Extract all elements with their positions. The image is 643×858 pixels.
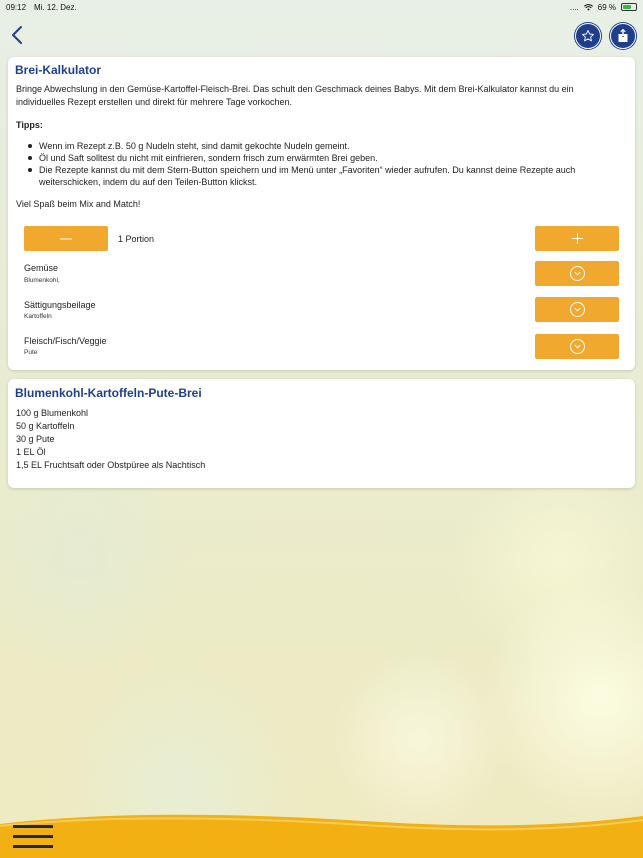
menu-button[interactable] bbox=[13, 825, 53, 849]
tips-heading: Tipps: bbox=[16, 120, 43, 130]
status-date: Mi. 12. Dez. bbox=[34, 2, 77, 12]
calculator-title: Brei-Kalkulator bbox=[15, 63, 102, 77]
side-dish-label: Sättigungsbeilage bbox=[24, 300, 96, 310]
back-button[interactable] bbox=[8, 24, 26, 46]
menu-icon bbox=[13, 845, 53, 848]
favorite-button[interactable] bbox=[575, 23, 601, 49]
signal-indicator: .... bbox=[569, 2, 579, 12]
tips-list bbox=[28, 140, 618, 188]
tip-item: Öl und Saft solltest du nicht mit einfrieren, sondern frisch zum erwärmten Brei geben. bbox=[28, 152, 618, 164]
tip-item: Wenn im Rezept z.B. 50 g Nudeln steht, sind damit gekochte Nudeln gemeint. bbox=[28, 140, 618, 152]
calculator-card bbox=[8, 57, 635, 370]
status-time: 09:12 bbox=[6, 2, 27, 12]
protein-value: Pute bbox=[24, 349, 38, 356]
chevron-down-icon bbox=[570, 302, 585, 317]
ingredient-item: 30 g Pute bbox=[16, 434, 55, 444]
recipe-title: Blumenkohl-Kartoffeln-Pute-Brei bbox=[15, 386, 202, 400]
protein-dropdown-button[interactable] bbox=[535, 334, 619, 359]
wifi-icon bbox=[584, 4, 593, 11]
menu-icon bbox=[13, 835, 53, 838]
recipe-card bbox=[8, 379, 635, 488]
portion-count: 1 Portion bbox=[118, 234, 155, 244]
battery-icon bbox=[621, 3, 637, 11]
chevron-down-icon bbox=[570, 266, 585, 281]
ingredient-item: 1,5 EL Fruchtsaft oder Obstpüree als Nachtisch bbox=[16, 460, 206, 470]
side-dish-value: Kartoffeln bbox=[24, 313, 52, 320]
tip-item: Die Rezepte kannst du mit dem Stern-Button speichern und im Menü unter „Favoriten“ wieder aufrufen. Du kannst deine Rezepte auch weiterschicken, indem du auf den Teilen-Button klickst. bbox=[28, 164, 618, 188]
increase-portion-button[interactable] bbox=[535, 226, 619, 251]
chevron-left-icon bbox=[11, 25, 23, 45]
ingredient-item: 50 g Kartoffeln bbox=[16, 421, 75, 431]
chevron-down-icon bbox=[570, 339, 585, 354]
vegetable-dropdown-button[interactable] bbox=[535, 261, 619, 286]
calculator-outro: Viel Spaß beim Mix and Match! bbox=[16, 199, 141, 209]
calculator-intro: Bringe Abwechslung in den Gemüse-Kartoffel-Fleisch-Brei. Das schult den Geschmack deines Babys. Mit dem Brei-Kalkulator kannst du ein individuelles Rezept erstellen und direkt für mehrere Tage vorkochen. bbox=[16, 84, 574, 107]
protein-label: Fleisch/Fisch/Veggie bbox=[24, 336, 107, 346]
decrease-portion-button[interactable] bbox=[24, 226, 108, 251]
star-icon bbox=[581, 29, 595, 43]
minus-icon bbox=[60, 238, 72, 240]
bottom-bar bbox=[0, 808, 643, 858]
status-bar bbox=[0, 0, 643, 14]
ingredient-item: 1 EL Öl bbox=[16, 447, 46, 457]
battery-percent: 69 % bbox=[597, 2, 616, 12]
vegetable-label: Gemüse bbox=[24, 263, 59, 273]
side-dish-dropdown-button[interactable] bbox=[535, 297, 619, 322]
plus-icon bbox=[572, 233, 583, 244]
menu-icon bbox=[13, 825, 53, 828]
share-button[interactable] bbox=[610, 23, 636, 49]
status-right bbox=[570, 3, 637, 12]
battery-fill bbox=[623, 5, 631, 9]
ingredient-item: 100 g Blumenkohl bbox=[16, 408, 89, 418]
share-icon bbox=[617, 29, 629, 43]
vegetable-value: Blumenkohl, bbox=[24, 277, 60, 284]
